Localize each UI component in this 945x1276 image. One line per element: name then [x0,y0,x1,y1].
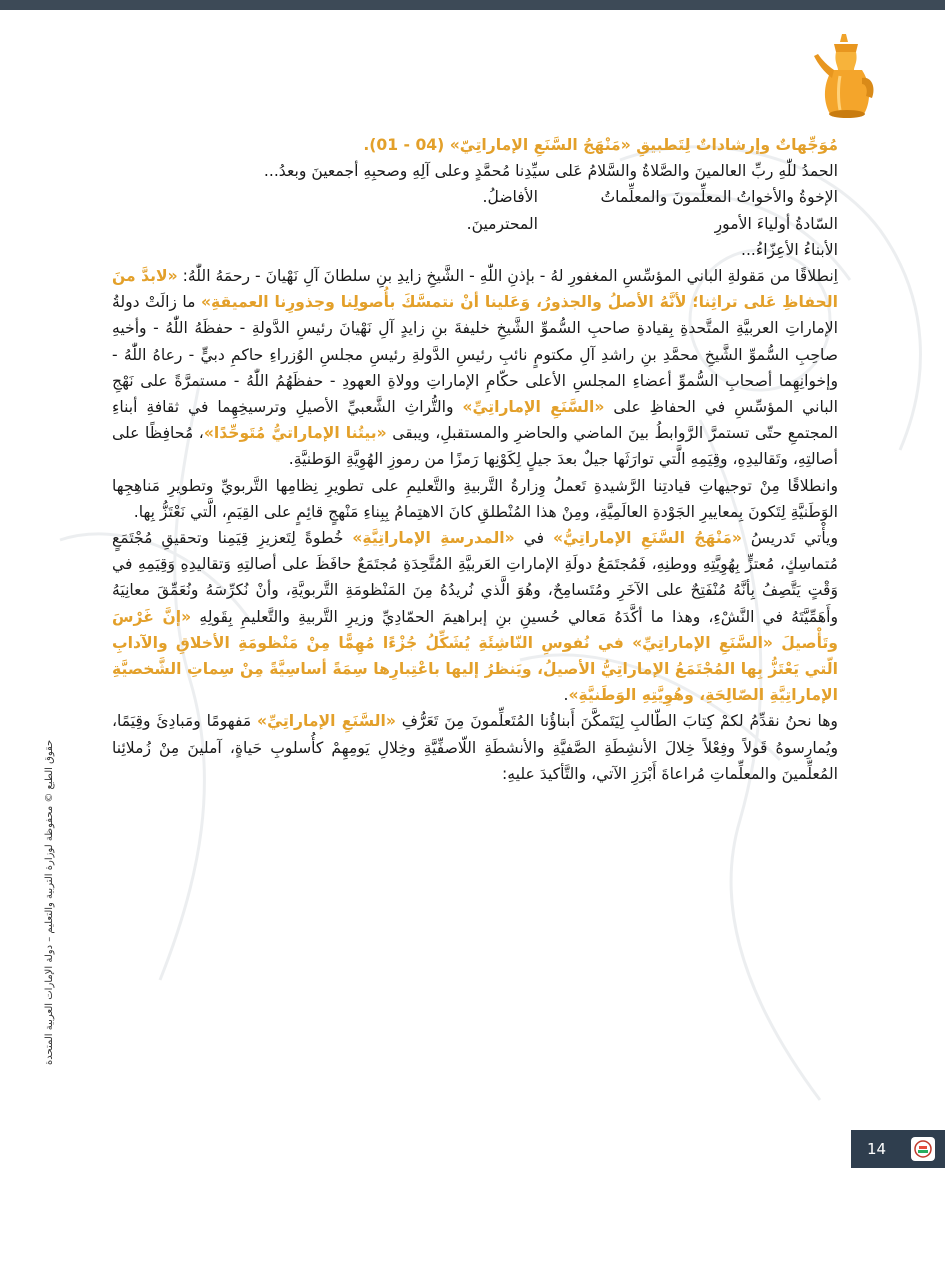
address-row [112,184,838,210]
address-row-label: السّادةُ أولياءَ الأمورِ [714,214,838,233]
page-title: مُوَجِّهاتٌ وإرشاداتٌ لِتَطبيقِ «مَنْهَجُ السَّنَعِ الإماراتِيّ» (04 - 01). [363,136,838,154]
program-name: مَنْهَجُ السَّنَعِ الإماراتِيّ [459,136,621,154]
greeting-line: الحمدُ للّٰهِ ربِّ العالمينَ والصَّلاةُ والسَّلامُ عَلى سيِّدِنا مُحمَّدٍ وعلى آلِهِ وصحبِهِ أجمعينَ وبعدُ... [263,162,838,181]
address-row-label: الإخوةُ والأخواتُ المعلِّمونَ والمعلِّماتُ [600,188,838,207]
school-logo-icon [911,1137,935,1161]
highlight-unified-home: «بيتُنا الإماراتيُّ مُتَوحِّدًا» [203,424,387,443]
highlight-curriculum: «مَنْهَجُ السَّنَعِ الإماراتِيُّ» [552,529,742,548]
minister-quote: «إنَّ غَرْسَ وتَأْصيلَ «السَّنَعِ الإماراتِيِّ» في نُفوسِ النّاشِئَةِ يُشَكِّلُ جُزْءًا مُهِمًّا مِنْ مَنْظومَةِ الأخلاقِ والآدابِ الّتي يَعْتَزُّ بِها المُجْتَمَعُ الإماراتِيُّ الأصيلُ، ويَنظرُ إليها باعْتِبارِها سِمَةً أساسِيَّةً مِنْ سِماتِ الشَّخصيَّةِ الإماراتِيَّةِ الصّالِحَةِ، وهُوِيَّتِهِ الوَطَنيَّةِ» [112,607,838,705]
highlight-school: «المدرسةِ الإماراتِيَّةِ» [352,529,515,548]
paragraph-founder-quote: اِنطلاقًا من مَقولةِ الباني المؤسِّسِ المغفورِ لهُ - بإذنِ اللّٰهِ - الشَّيخِ زايدِ بنِ سلطانَ آلِ نَهْيانَ - رحمَهُ اللّٰهُ: «لابدَّ منَ الحفاظِ عَلى تراثِنا؛ لأنَّهُ الأصلُ والجذورُ، وَعَلينا أنْ نتمسَّكَ بأُصولِنا وجذورِنا العميقةِ» ما زالَتْ دولةُ الإماراتِ العربيَّةِ المتَّحدةِ بِقيادةِ صاحبِ السُّموِّ الشَّيخِ خليفةَ بنِ زايدٍ آلِ نَهْيانَ رئيسِ الدَّولةِ - حفظَهُ اللّٰهُ - وأخيهِ صاحِبِ السُّموِّ الشَّيخِ محمَّدِ بنِ راشدِ آلِ مكتومٍ نائبِ رئيسِ الدَّولةِ رئيسِ مجلسِ الوُزراءِ حاكمِ دبيٍّ - رعاهُ اللّٰهُ - وإخوانِهِما أصحابِ السُّموِّ أعضاءِ المجلسِ الأعلى حكّامِ الإماراتِ وولاةِ العهودِ - حفظَهُمُ اللّٰهُ - مستمرَّةً على نَهْجِ الباني المؤسِّسِ في الحفاظِ على «السَّنَعِ الإماراتِيِّ» والتُّراثِ الشَّعبيِّ الأصيلِ وترسيخِهِما في ثقافةِ أبناءِ المجتمعِ حتّى تستمرَّ الرَّوابطُ بينَ الماضي والحاضرِ والمستقبلِ، ويبقى «بيتُنا الإماراتيُّ مُتَوحِّدًا»، مُحافِظًا على أصالتِهِ، وتَقاليدِهِ، وقِيَمِهِ الَّتي توارَثَها جيلٌ بعدَ جيلٍ لِكَوْنِها رَمزًا من رموزِ الهُوِيَّةِ الوَطنيَّةِ. [112,267,839,469]
highlight-sanaa-2: «السَّنَعِ الإماراتِيِّ» [257,712,396,731]
paragraph-curriculum: ويأْتي تَدريسُ «مَنْهَجُ السَّنَعِ الإماراتِيُّ» في «المدرسةِ الإماراتِيَّةِ» خُطوةً لِتَعزيزِ قِيَمِنا وتحقيقِ مُجْتَمَعٍ مُتماسِكٍ، مُعتزٍّ بِهُوِيَّتِهِ ووطنِهِ، فَمُجتَمَعُ دولَةِ الإماراتِ العَربيَّةِ المُتَّحِدَةِ مُجتَمَعٌ حافَظَ على أصالتِهِ وَتقاليدِهِ وَقِيَمِهِ في وَقْتٍ يَتَّصِفُ بِأنَّهُ مُنْفَتِحٌ على الآخَرِ ومُتَسامِحٌ، وهُوَ الَّذي نُريدُهُ مِنَ المَنْظومَةِ التَّربويَّةِ، وأنْ نُكرِّسَهُ ونُعَمِّقَ معانِيَهُ وأَهَمِّيَّتَهُ في النَّشْءِ، وهذا ما أكَّدَهُ مَعالي حُسينِ بنِ إبراهيمَ الحمّادِيِّ وزيرِ التَّربيةِ والتَّعليمِ بِقَولِهِ «إنَّ غَرْسَ وتَأْصيلَ «السَّنَعِ الإماراتِيِّ» في نُفوسِ النّاشِئَةِ يُشَكِّلُ جُزْءًا مُهِمًّا مِنْ مَنْظومَةِ الأخلاقِ والآدابِ الّتي يَعْتَزُّ بِها المُجْتَمَعُ الإماراتِيُّ الأصيلُ، ويَنظرُ إليها باعْتِبارِها سِمَةً أساسِيَّةً مِنْ سِماتِ الشَّخصيَّةِ الإماراتِيَّةِ الصّالِحَةِ، وهُوِيَّتِهِ الوَطَنيَّةِ». [112,529,838,705]
highlight-sanaa: «السَّنَعِ الإماراتِيِّ» [462,398,605,417]
address-row-title: المحترمينَ. [466,214,538,233]
address-row [112,211,838,237]
document-body [112,132,838,787]
founder-quote: «لابدَّ منَ الحفاظِ عَلى تراثِنا؛ لأنَّهُ الأصلُ والجذورُ، وَعَلينا أنْ نتمسَّكَ بأُصولِنا وجذورِنا العميقةِ» [112,267,839,312]
address-row-title: الأفاضلُ. [482,188,538,207]
top-band [0,0,945,10]
dallah-coffee-pot-icon [812,30,882,122]
address-children: الأبناءُ الأعِزّاءُ... [741,240,838,259]
page-number-footer [851,1130,945,1168]
page-number: 14 [867,1140,887,1158]
paragraph-student-book: وها نحنُ نقدِّمُ لكمْ كِتابَ الطّالبِ لِيَتَمكَّنَ أَبناؤُنا المُتَعلِّمونَ مِنَ تَعَرُّفِ «السَّنَعِ الإماراتِيِّ» مَفهومًا ومَبادِئَ وقِيَمًا، ويُمارِسوهُ قَولاً وفِعْلاً خِلالَ الأنشِطَةِ الصَّفيَّةِ والأنشطَةِ اللّاصفِّيَّةِ وخِلالِ يَومِهِمْ كأُسلوبِ حَياةٍ، آملينَ مِنْ زُملائِنا المُعلِّمينَ والمعلِّماتِ مُراعاةَ أَبْرَزِ الآتي، والتَّأكيدَ عليهِ: [112,712,838,783]
copyright-note: حقوق الطبع © محفوظة لوزارة التربية والتعليم – دولة الإمارات العربية المتحدة [44,739,55,1065]
paragraph-ministry: وانطلاقًا مِنْ توجيهاتِ قيادتِنا الرَّشيدةِ تَعملُ وِزارةُ التَّربيةِ والتَّعليمِ على تطويرِ نِظامِها التَّربويِّ وتطويرِ مَناهِجِها الوَطَنيَّةِ لِتَكونَ بِمعاييرِ الجَوْدةِ العالَمِيَّةِ، ومِنْ هذا المُنْطلقِ كانَ الاهتِمامُ بِبِناءِ مَنْهجٍ قائِمٍ على القِيَمِ، الَّتي نَعْتَزُّ بِها. [112,476,838,521]
